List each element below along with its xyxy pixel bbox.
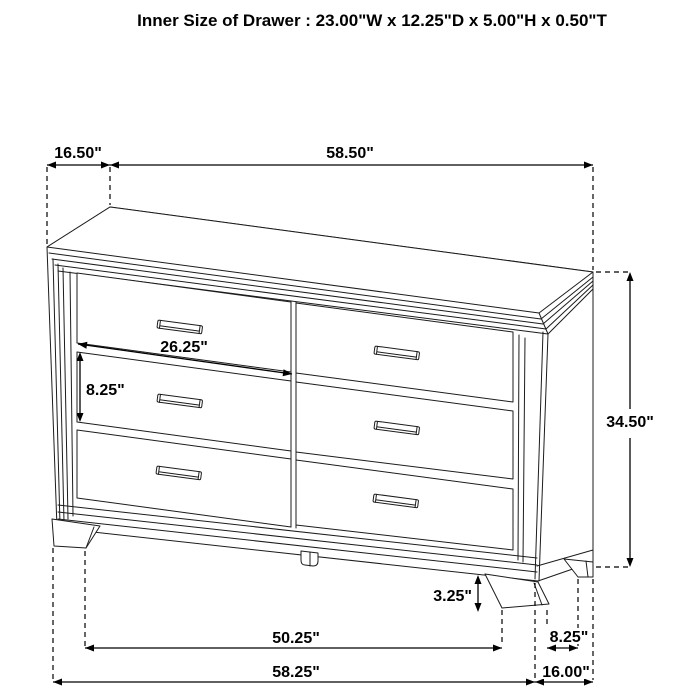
- dim-label-foot-height: 3.25": [433, 588, 472, 605]
- dim-label-bottom-overall-depth: 16.00": [542, 664, 590, 681]
- dresser-drawing: [47, 207, 593, 608]
- dim-label-top-depth: 16.50": [54, 145, 102, 162]
- dimension-foot-height: [433, 575, 481, 612]
- dimension-right-feet-span: [546, 579, 592, 652]
- center-foot: [301, 551, 318, 566]
- dim-label-drawer-width: 26.25": [160, 339, 208, 356]
- dimension-overall-height: [596, 272, 657, 567]
- dim-label-drawer-front-height: 8.25": [86, 382, 125, 399]
- dim-label-front-feet-span: 50.25": [272, 630, 320, 647]
- dim-label-top-width: 58.50": [326, 145, 374, 162]
- dim-label-right-feet-span: 8.25": [549, 629, 589, 646]
- dim-label-bottom-overall-width: 58.25": [272, 664, 320, 681]
- page-title: Inner Size of Drawer : 23.00"W x 12.25"D x 5.00"H x 0.50"T: [137, 11, 607, 30]
- dim-label-overall-height: 34.50": [606, 414, 654, 431]
